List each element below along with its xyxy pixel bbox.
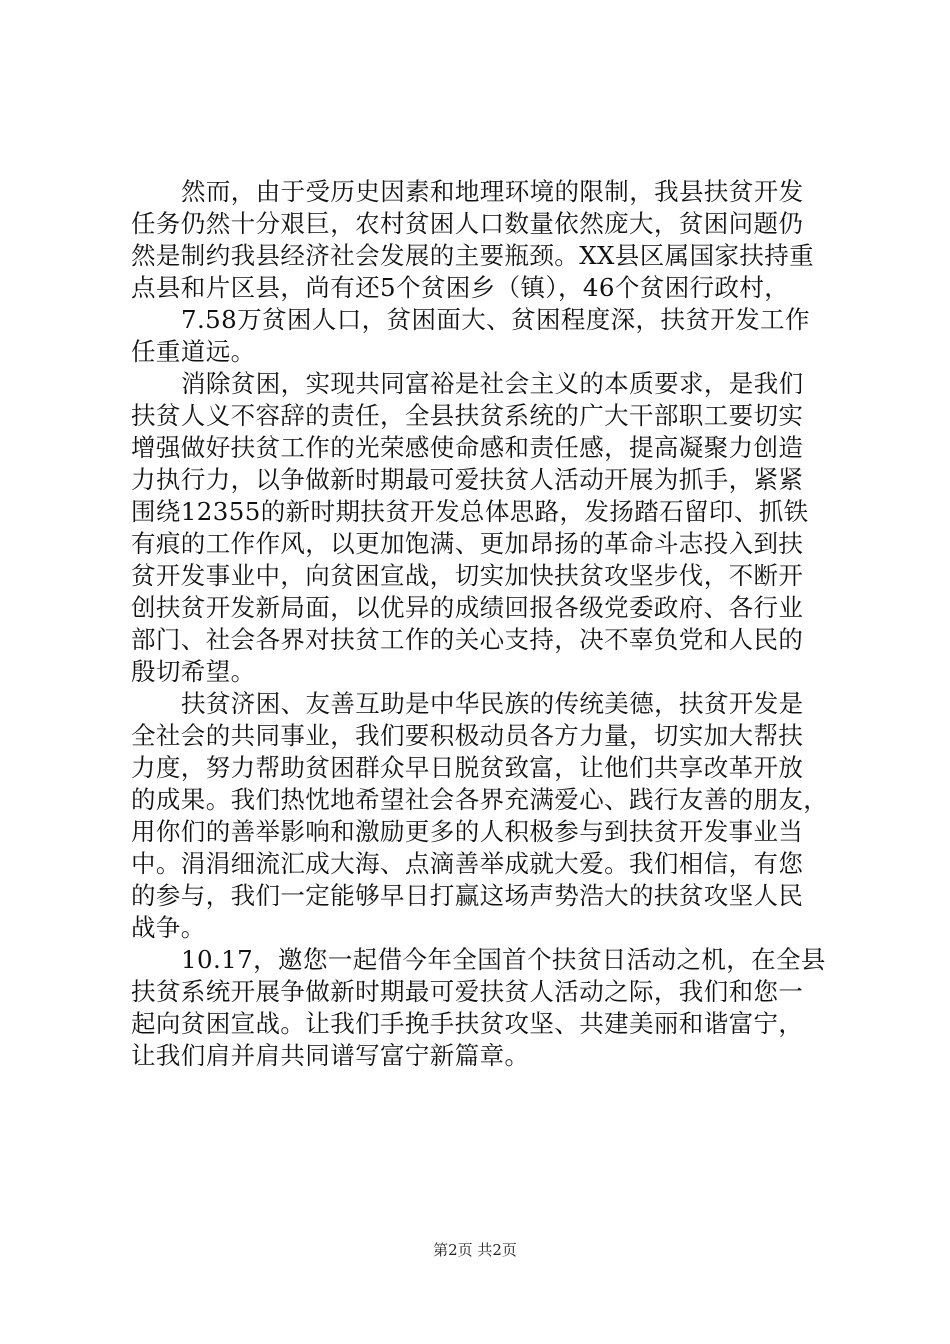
text-line: 扶贫人义不容辞的责任，全县扶贫系统的广大干部职工要切实 — [131, 401, 804, 430]
text-line: 有痕的工作作风，以更加饱满、更加昂扬的革命斗志投入到扶 — [131, 529, 804, 558]
text-line: 创扶贫开发新局面，以优异的成绩回报各级党委政府、各行业 — [131, 593, 804, 622]
text-line: 的成果。我们热忱地希望社会各界充满爱心、践行友善的朋友， — [131, 785, 829, 814]
text-line: 任重道远。 — [131, 337, 256, 366]
text-line: 贫开发事业中，向贫困宣战，切实加快扶贫攻坚步伐，不断开 — [131, 561, 804, 590]
text-line: 扶贫系统开展争做新时期最可爱扶贫人活动之际，我们和您一 — [131, 977, 804, 1006]
text-line: 增强做好扶贫工作的光荣感使命感和责任感，提高凝聚力创造 — [131, 433, 804, 462]
text-line: 力执行力，以争做新时期最可爱扶贫人活动开展为抓手，紧紧 — [131, 465, 804, 494]
text-line: 中。涓涓细流汇成大海、点滴善举成就大爱。我们相信，有您 — [131, 849, 804, 878]
text-line: 消除贫困，实现共同富裕是社会主义的本质要求，是我们 — [181, 369, 804, 398]
text-line: 10.17，邀您一起借今年全国首个扶贫日活动之机，在全县 — [181, 945, 826, 974]
text-line: 力度，努力帮助贫困群众早日脱贫致富，让他们共享改革开放 — [131, 753, 804, 782]
text-line: 部门、社会各界对扶贫工作的关心支持，决不辜负党和人民的 — [131, 625, 804, 654]
text-line: 然是制约我县经济社会发展的主要瓶颈。XX县区属国家扶持重 — [131, 241, 815, 270]
text-line: 然而，由于受历史因素和地理环境的限制，我县扶贫开发 — [181, 177, 804, 206]
text-line: 让我们肩并肩共同谱写富宁新篇章。 — [131, 1041, 530, 1070]
text-line: 7.58万贫困人口，贫困面大、贫困程度深，扶贫开发工作 — [181, 305, 810, 334]
text-line: 殷切希望。 — [131, 657, 256, 686]
text-line: 围绕12355的新时期扶贫开发总体思路，发扬踏石留印、抓铁 — [131, 497, 809, 526]
text-line: 的参与，我们一定能够早日打赢这场声势浩大的扶贫攻坚人民 — [131, 881, 804, 910]
text-line: 起向贫困宣战。让我们手挽手扶贫攻坚、共建美丽和谐富宁， — [131, 1009, 804, 1038]
text-line: 全社会的共同事业，我们要积极动员各方力量，切实加大帮扶 — [131, 721, 804, 750]
text-line: 用你们的善举影响和激励更多的人积极参与到扶贫开发事业当 — [131, 817, 804, 846]
text-line: 任务仍然十分艰巨，农村贫困人口数量依然庞大，贫困问题仍 — [131, 209, 804, 238]
page-number: 第2页 共2页 — [433, 1241, 517, 1259]
text-line: 点县和片区县，尚有还5个贫困乡（镇），46个贫困行政村， — [131, 273, 790, 302]
text-line: 扶贫济困、友善互助是中华民族的传统美德，扶贫开发是 — [181, 689, 804, 718]
text-line: 战争。 — [131, 913, 206, 942]
